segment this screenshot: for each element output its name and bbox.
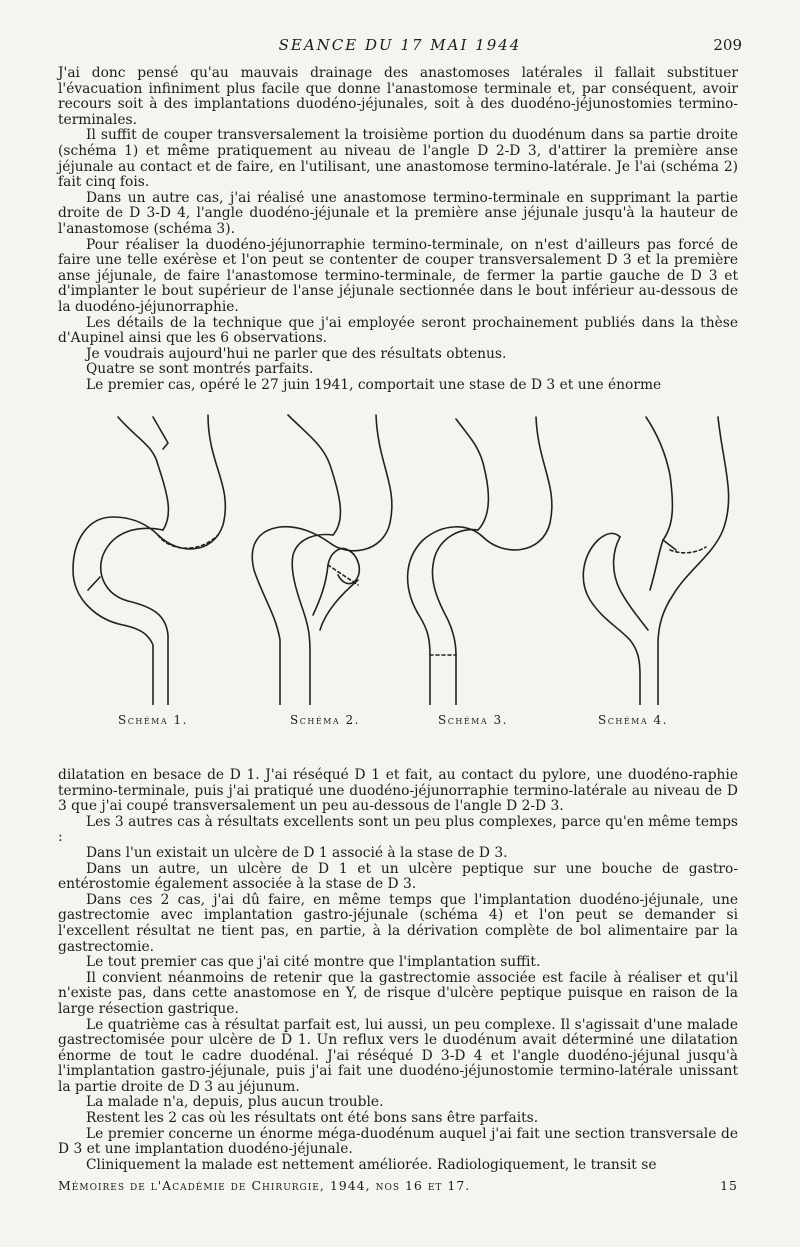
caption-schema-4: Schéma 4. [598,713,668,727]
paragraph: Le quatrième cas à résultat parfait est, lui aussi, un peu complexe. Il s'agissait d'une malade gastrectomisée pour ulcère de D 1. Un reflux vers le duodénum avait déterminé une dilatation énorme de tout le cadre duodénal. J'ai réséqué D 3-D 4 et l'angle duodéno-jéjunal jusqu'à l'implantation gastro-jéjunale, puis j'ai fait une duodéno-jéjunostomie termino-latérale unissant la partie droite de D 3 au jéjunum. [58,1016,738,1095]
schema-4-drawing [583,417,728,705]
schema-2-drawing [252,415,392,705]
paragraph: Dans un autre, un ulcère de D 1 et un ulcère peptique sur une bouche de gastro-entérostomie également associée à la stase de D 3. [58,860,738,893]
schema-3-drawing [408,417,552,705]
page-header [0,36,800,58]
paragraph: Le premier cas, opéré le 27 juin 1941, comportait une stase de D 3 et une énorme [86,376,662,393]
caption-schema-3: Schéma 3. [438,713,508,727]
paragraph: Il convient néanmoins de retenir que la gastrectomie associée est facile à réaliser et qu'il n'existe pas, dans cette anastomose en Y, de risque d'ulcère peptique puisque en raison de la large résection gastrique. [58,969,738,1017]
paragraph: dilatation en besace de D 1. J'ai réséqué D 1 et fait, au contact du pylore, une duodéno-raphie termino-terminale, puis j'ai pratiqué une duodéno-jéjunorraphie termino-latérale au niveau de D 3 que j'ai coupé transversalement un peu au-dessous de l'angle D 2-D 3. [58,767,738,815]
paragraph: Les 3 autres cas à résultats excellents sont un peu plus complexes, parce qu'en même temps : [58,813,738,846]
paragraph: Le tout premier cas que j'ai cité montre que l'implantation suffit. [86,954,541,971]
paragraph: Il suffit de couper transversalement la troisième portion du duodénum dans sa partie droite (schéma 1) et même pratiquement au niveau de l'angle D 2-D 3, d'attirer la première anse jéjunale au contact et de faire, en l'utilisant, une anastomose termino-latérale. Je l'ai (schéma 2) fait cinq fois. [58,127,738,191]
paragraph: Le premier concerne un énorme méga-duodénum auquel j'ai fait une section transversale de D 3 et une implantation duodéno-jéjunale. [58,1125,738,1158]
paragraph: Les détails de la technique que j'ai employée seront prochainement publiés dans la thèse d'Aupinel ainsi que les 6 observations. [58,314,738,347]
schema-1-drawing [73,415,225,705]
journal-citation: Mémoires de l'Académie de Chirurgie, 1944, nos 16 et 17. [58,1178,471,1193]
paragraph: Cliniquement la malade est nettement améliorée. Radiologiquement, le transit se [86,1156,657,1173]
paragraph: Restent les 2 cas où les résultats ont été bons sans être parfaits. [86,1110,539,1127]
paragraph: Quatre se sont montrés parfaits. [86,361,314,378]
page-footer [58,1178,738,1198]
session-title: SEANCE DU 17 MAI 1944 [278,36,522,54]
page-number: 209 [713,36,742,54]
caption-schema-2: Schéma 2. [290,713,360,727]
paragraph: Je voudrais aujourd'hui ne parler que des résultats obtenus. [86,345,507,362]
body-text-top [58,66,738,393]
paragraph: Dans un autre cas, j'ai réalisé une anastomose termino-terminale en supprimant la partie droite de D 3-D 4, l'angle duodéno-jéjunale et la première anse jéjunale jusqu'à la hauteur de l'anastomose (schéma 3). [58,189,738,237]
paragraph: Pour réaliser la duodéno-jéjunorraphie termino-terminale, on n'est d'ailleurs pas forcé de faire une telle exérèse et l'on peut se contenter de couper transversalement D 3 et la première anse jéjunale, de faire l'anastomose termino-terminale, de fermer la partie gauche de D 3 et d'implanter le bout supérieur de l'anse jéjunale sectionnée dans le bout inférieur au-dessous de la duodéno-jéjunorraphie. [58,236,738,315]
schema-figure [58,405,742,735]
body-text-bottom [58,768,738,1173]
paragraph: Dans l'un existait un ulcère de D 1 associé à la stase de D 3. [86,844,508,861]
paragraph: La malade n'a, depuis, plus aucun trouble. [86,1094,384,1111]
sheet-number: 15 [720,1178,738,1193]
paragraph: Dans ces 2 cas, j'ai dû faire, en même temps que l'implantation duodéno-jéjunale, une gastrectomie avec implantation gastro-jéjunale (schéma 4) et l'on peut se demander si l'excellent résultat ne tient pas, en partie, à la dérivation complète de bol alimentaire par la gastrectomie. [58,891,738,955]
paragraph: J'ai donc pensé qu'au mauvais drainage des anastomoses latérales il fallait substituer l'évacuation infiniment plus facile que donne l'anastomose terminale et, par conséquent, avoir recours soit à des implantations duodéno-jéjunales, soit à des duodéno-jéjunostomies termino-terminales. [58,65,738,128]
caption-schema-1: Schéma 1. [118,713,188,727]
